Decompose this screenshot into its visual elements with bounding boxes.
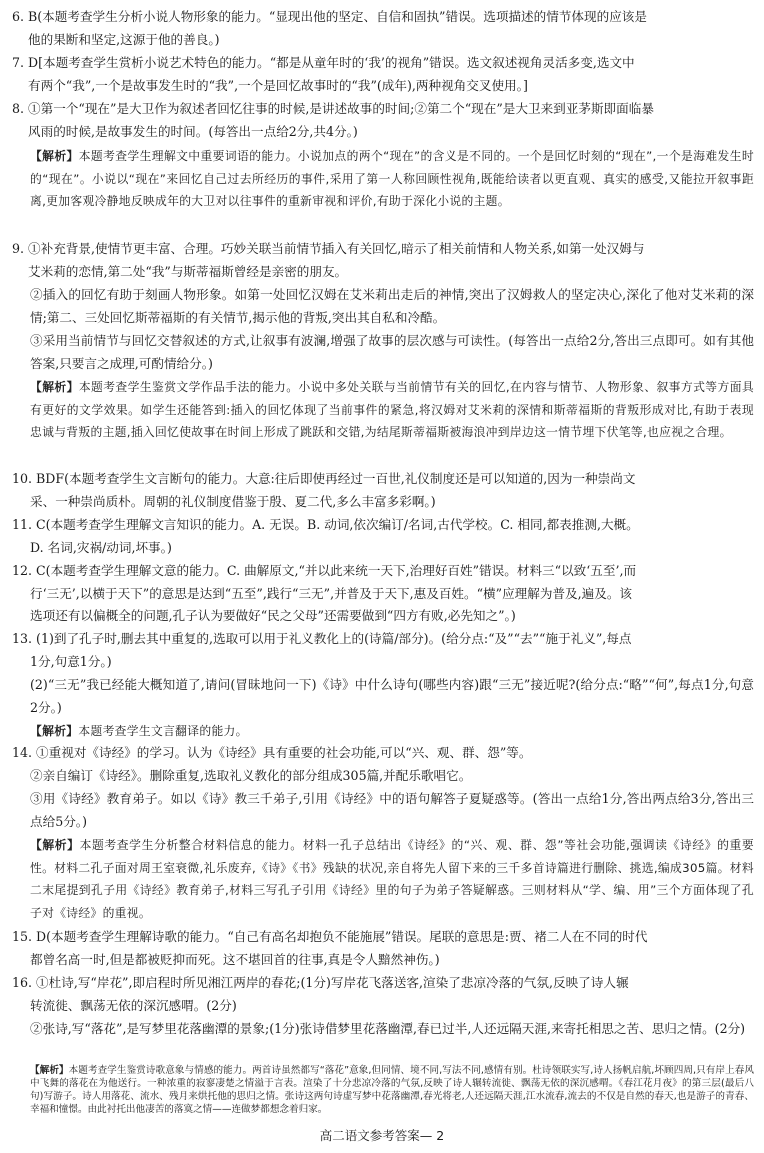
answer-9 bbox=[12, 238, 754, 283]
answer-14-point-3: ③用《诗经》教育弟子。如以《诗》教三千弟子,引用《诗经》中的语句解答子夏疑惑等。(答出一点给1分,答出两点给3分,答出三点给5分。) bbox=[30, 791, 754, 829]
answer-13-line-2: 1分,句意1分。) bbox=[30, 653, 112, 669]
answer-9-line-1: 9. ①补充背景,使情节更丰富、合理。巧妙关联当前情节插入有关回忆,暗示了相关前情和人物关系,如第一处汉姆与 bbox=[12, 241, 645, 256]
answer-15 bbox=[12, 926, 754, 971]
answer-12-line-2: 行‘三无’,以横于天下”的意思是达到“五至”,践行“三无”,并普及于天下,惠及百姓。“横”应理解为普及,遍及。该 bbox=[30, 585, 633, 601]
answer-16-line-2: 转流徙、飘荡无依的深沉感喟。(2分) bbox=[30, 997, 237, 1013]
answer-7-line-1: 7. D[本题考查学生赏析小说艺术特色的能力。“都是从童年时的‘我’的视角”错误。选文叙述视角灵活多变,选文中 bbox=[12, 55, 635, 70]
answer-8-analysis-text: 本题考查学生理解文中重要词语的能力。小说加点的两个“现在”的含义是不同的。一个是回忆时刻的“现在”,一个是海难发生时的“现在”。小说以“现在”来回忆自己过去所经历的事件,采用了第一人称回顾性视角,既能给读者以更直观、真实的感受,又能拉开叙事距离,更加客观冷静地反映成年的大卫对以往事件的重新审视和评价,有助于深化小说的主题。 bbox=[30, 149, 755, 208]
answer-12 bbox=[12, 560, 754, 628]
answer-14 bbox=[12, 742, 754, 765]
answer-14-analysis-text: 本题考查学生分析整合材料信息的能力。材料一孔子总结出《诗经》的“兴、观、群、怨”等社会功能,强调读《诗经》的重要性。材料二孔子面对周王室衰微,礼乐废弃,《诗》《书》残缺的状况,亲自将先人留下来的三千多首诗篇进行删除、挑选,编成305篇。材料二末尾提到孔子用《诗经》教育弟子,材料三写孔子引用《诗经》里的句子为弟子答疑解惑。三则材料从“学、编、用”三个方面体现了孔子对《诗经》的重视。 bbox=[30, 838, 755, 920]
answer-13-line-1: 13. (1)到了孔子时,删去其中重复的,选取可以用于礼义教化上的(诗篇/部分)。(给分点:“及”“去”“施于礼义”,每点 bbox=[12, 631, 632, 646]
answer-10-line-2: 采、一种崇尚质朴。周朝的礼仪制度借鉴于殷、夏二代,多么丰富多彩啊。) bbox=[30, 493, 436, 509]
analysis-tag: 【解析】 bbox=[30, 380, 79, 394]
answer-8-analysis bbox=[30, 145, 754, 213]
answer-9-analysis bbox=[30, 376, 754, 444]
answer-13 bbox=[12, 628, 754, 673]
analysis-tag: 【解析】 bbox=[30, 724, 79, 738]
answer-15-line-1: 15. D(本题考查学生理解诗歌的能力。“自己有高名却抱负不能施展”错误。尾联的意思是:贾、褚二人在不同的时代 bbox=[12, 929, 648, 944]
answer-16-point-2: ②张诗,写“落花”,是写梦里花落幽潭的景象;(1分)张诗借梦里花落幽潭,春已过半,人还远隔天涯,来寄托相思之苦、思归之情。(2分) bbox=[30, 1021, 746, 1036]
answer-8-line-1: 8. ①第一个“现在”是大卫作为叙述者回忆往事的时候,是讲述故事的时间;②第二个“现在”是大卫来到亚茅斯即面临暴 bbox=[12, 101, 654, 116]
answer-10 bbox=[12, 468, 754, 513]
answer-11-line-1: 11. C(本题考查学生理解文言知识的能力。A. 无误。B. 动词,依次编订/名词,古代学校。C. 相同,都表推测,大概。 bbox=[12, 517, 639, 532]
answer-13-analysis-text: 本题考查学生文言翻译的能力。 bbox=[78, 724, 248, 738]
answer-7-line-2: 有两个“我”,一个是故事发生时的“我”,一个是回忆故事时的“我”(成年),两种视角交叉使用。] bbox=[28, 77, 528, 93]
answer-10-line-1: 10. BDF(本题考查学生文言断句的能力。大意:往后即使再经过一百世,礼仪制度还是可以知道的,因为一种崇尚文 bbox=[12, 471, 636, 486]
answer-7 bbox=[12, 52, 754, 97]
answer-13-part-2: (2)“三无”我已经能大概知道了,请问(冒昧地问一下)《诗》中什么诗句(哪些内容)跟“三无”接近呢?(给分点:“略”“何”,每点1分,句意2分。) bbox=[30, 677, 754, 715]
answer-16-analysis bbox=[30, 1064, 754, 1116]
answer-14-line-1: 14. ①重视对《诗经》的学习。认为《诗经》具有重要的社会功能,可以“兴、观、群、怨”等。 bbox=[12, 745, 532, 760]
answer-14-point-2: ②亲自编订《诗经》。删除重复,选取礼义教化的部分组成305篇,并配乐歌唱它。 bbox=[30, 768, 472, 783]
answer-14-analysis bbox=[30, 834, 754, 924]
answer-16-analysis-text: 本题考查学生鉴赏诗歌意象与情感的能力。两首诗虽然都写“落花”意象,但同情、境不同,写法不同,感情有别。杜诗领联实写,诗人扬帆启航,坏顾四周,只有岸上春风中飞舞的落花在为他送行。一种浓重的寂寥凄楚之情溢于言表。渲染了十分悲凉冷落的气氛,反映了诗人辗转流徙、飘荡无依的深沉感喟。《春江花月夜》的第三层(最后八句)写游子。诗人用落花、流水、残月来烘托他的思归之情。张诗这两句诗虚写梦中花落幽潭,春光将老,人还远隔天涯,江水流春,流去的不仅是自然的春天,也是游子的青春、幸福和憧憬。由此衬托出他凄苦的落寞之情——连做梦都想念着归家。 bbox=[30, 1065, 754, 1115]
answer-9-analysis-text: 本题考查学生鉴赏文学作品手法的能力。小说中多处关联与当前情节有关的回忆,在内容与情节、人物形象、叙事方式等方面具有更好的文学效果。如学生还能答到:插入的回忆体现了当前事件的紧急,将汉姆对艾米莉的深情和斯蒂福斯的背叛形成对比,有助于表现忠诚与背叛的主题,插入回忆使故事在时间上形成了跳跃和交错,为结尾斯蒂福斯被海浪冲到岸边这一情节埋下伏笔等,也应视之合理。 bbox=[30, 380, 754, 439]
analysis-tag: 【解析】 bbox=[30, 149, 79, 163]
answer-9-line-2: 艾米莉的恋情,第二处“我”与斯蒂福斯曾经是亲密的朋友。 bbox=[28, 263, 348, 279]
answer-6 bbox=[12, 6, 754, 51]
answer-12-line-1: 12. C(本题考查学生理解文意的能力。C. 曲解原文,“并以此来统一天下,治理好百姓”错误。材料三“以致‘五至’,而 bbox=[12, 563, 637, 578]
answer-15-line-2: 都曾名高一时,但是都被贬抑而死。这不堪回首的往事,真是令人黯然神伤。) bbox=[30, 951, 440, 967]
answer-12-line-3: 选项还有以偏概全的问题,孔子认为要做好“民之父母”还需要做到“四方有败,必先知之”。) bbox=[30, 608, 516, 623]
page-footer: 高二语文参考答案— 2 bbox=[319, 1128, 445, 1143]
answer-6-line-1: 6. B(本题考查学生分析小说人物形象的能力。“显现出他的坚定、自信和固执”错误。选项描述的情节体现的应该是 bbox=[12, 9, 647, 24]
answer-16 bbox=[12, 972, 754, 1017]
answer-13-analysis bbox=[30, 720, 754, 743]
answer-8 bbox=[12, 98, 754, 143]
answer-11-line-2: D. 名词,灾祸/动词,坏事。) bbox=[30, 539, 172, 555]
analysis-tag: 【解析】 bbox=[30, 1065, 69, 1076]
answer-6-line-2: 他的果断和坚定,这源于他的善良。) bbox=[28, 31, 220, 47]
answer-11 bbox=[12, 514, 754, 559]
analysis-tag: 【解析】 bbox=[30, 838, 80, 852]
answer-16-line-1: 16. ①杜诗,写“岸花”,即启程时所见湘江两岸的春花;(1分)写岸花飞落送客,渲染了悲凉冷落的气氛,反映了诗人辗 bbox=[12, 975, 629, 990]
answer-8-line-2: 风雨的时候,是故事发生的时间。(每答出一点给2分,共4分。) bbox=[28, 123, 358, 139]
answer-9-point-2: ②插入的回忆有助于刻画人物形象。如第一处回忆汉姆在艾米莉出走后的神情,突出了汉姆救人的坚定决心,深化了他对艾米莉的深情;第二、三处回忆斯蒂福斯的有关情节,揭示他的背叛,突出其自私和冷酷。 bbox=[30, 287, 754, 325]
answer-9-point-3: ③采用当前情节与回忆交替叙述的方式,让叙事有波澜,增强了故事的层次感与可读性。(每答出一点给2分,答出三点即可。如有其他答案,只要言之成理,可酌情给分。) bbox=[30, 333, 754, 371]
